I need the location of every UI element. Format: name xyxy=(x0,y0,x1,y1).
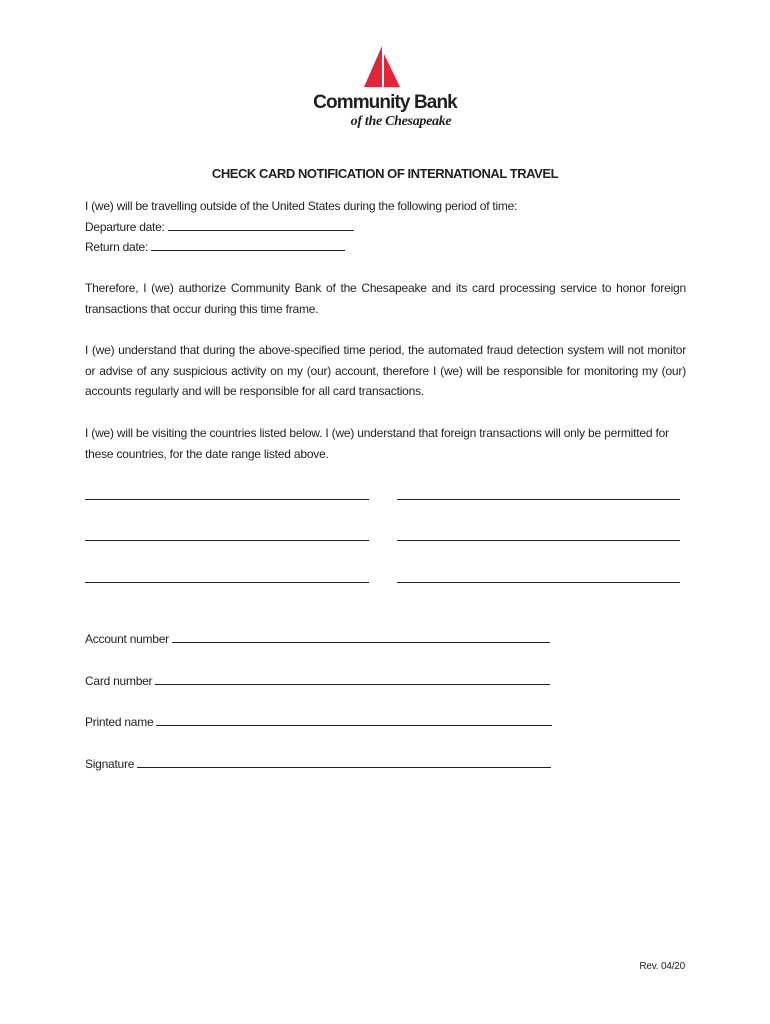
country-field-4[interactable] xyxy=(397,540,680,541)
card-number-row xyxy=(85,674,550,688)
card-number-label: Card number xyxy=(85,674,153,688)
departure-date-row xyxy=(85,220,354,234)
form-title: CHECK CARD NOTIFICATION OF INTERNATIONAL TRAVEL xyxy=(211,166,559,181)
bank-logo xyxy=(0,40,770,140)
account-number-label: Account number xyxy=(85,632,169,646)
bank-subtitle xyxy=(0,114,770,130)
country-field-3[interactable] xyxy=(85,540,369,541)
fraud-detection-paragraph: I (we) understand that during the above-specified time period, the automated fraud detection system will not monitor or advise of any suspicious activity on my (our) account, therefore I (we) will be responsible for monitoring my (our) accounts regularly and will be responsible for all card transactions. xyxy=(85,343,686,398)
authorization-paragraph: Therefore, I (we) authorize Community Bank of the Chesapeake and its card processing service to honor foreign transactions that occur during this time frame. xyxy=(85,281,686,316)
signature-row xyxy=(85,757,551,771)
printed-name-field[interactable] xyxy=(156,715,552,726)
sailboat-icon xyxy=(360,44,412,90)
account-number-row xyxy=(85,632,550,646)
bank-subtitle-text: of the Chesapeake xyxy=(350,114,452,129)
revision-label: Rev. 04/20 xyxy=(639,961,685,972)
intro-text: I (we) will be travelling outside of the United States during the following period of time: xyxy=(85,199,518,213)
card-number-field[interactable] xyxy=(155,674,550,685)
country-field-1[interactable] xyxy=(85,499,369,500)
countries-paragraph: I (we) will be visiting the countries listed below. I (we) understand that foreign transactions will only be permitted for these countries, for the date range listed above. xyxy=(85,426,669,461)
printed-name-label: Printed name xyxy=(85,715,154,729)
signature-label: Signature xyxy=(85,757,135,771)
country-field-2[interactable] xyxy=(397,499,680,500)
return-date-field[interactable] xyxy=(151,240,345,251)
signature-field[interactable] xyxy=(137,757,551,768)
account-number-field[interactable] xyxy=(172,632,550,643)
bank-name: Community Bank xyxy=(313,92,457,113)
country-field-5[interactable] xyxy=(85,582,369,583)
return-date-row xyxy=(85,240,345,254)
country-field-6[interactable] xyxy=(397,582,680,583)
departure-date-label: Departure date: xyxy=(85,220,165,234)
return-date-label: Return date: xyxy=(85,240,149,254)
printed-name-row xyxy=(85,715,552,729)
departure-date-field[interactable] xyxy=(168,220,354,231)
